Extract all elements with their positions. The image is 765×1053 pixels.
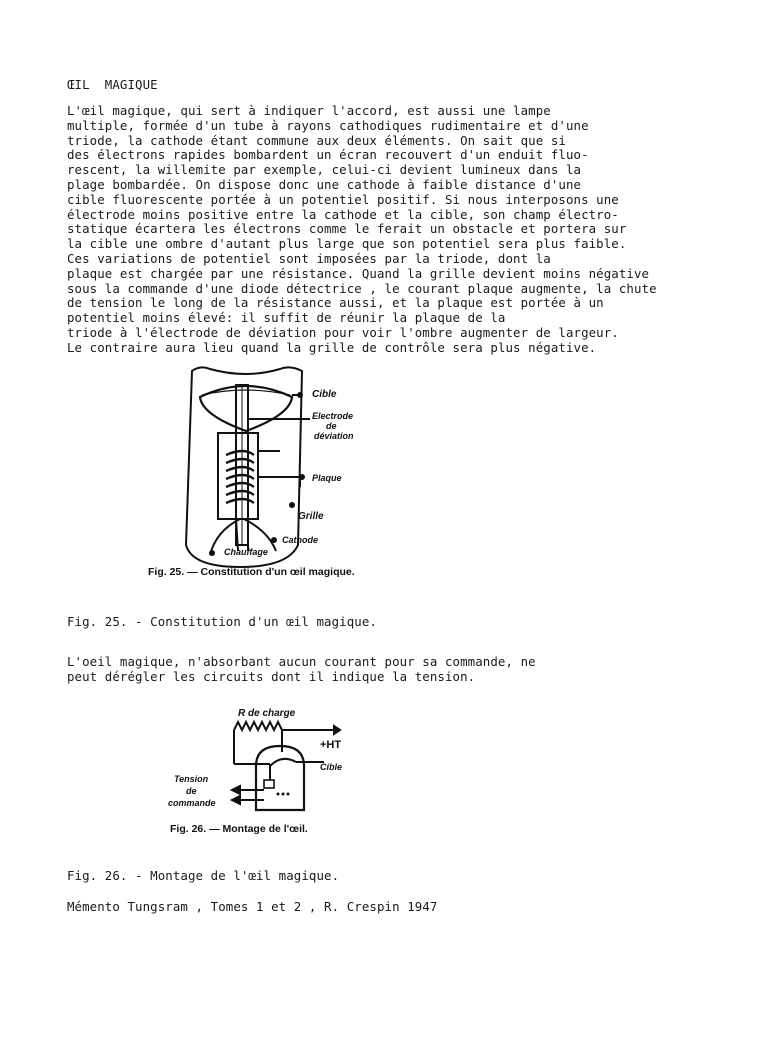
text-line: plaque est chargée par une résistance. Quand la grille devient moins négative [67, 265, 650, 281]
paragraph-1 [67, 104, 657, 356]
label-chauffage: Chauffage [224, 547, 268, 557]
page-heading: ŒIL MAGIQUE [67, 77, 158, 92]
text-line: sous la commande d'une diode détectrice , le courant plaque augmente, la chute [67, 280, 657, 296]
text-line: cible fluorescente portée à un potentiel positif. Si nous interposons une [67, 191, 619, 207]
text-line: peut dérégler les circuits dont il indique la tension. [67, 668, 476, 684]
label-cible-26: Cible [320, 762, 343, 772]
label-grille: Grille [298, 511, 324, 522]
label-electrode-2: de [326, 421, 337, 431]
text-line: multiple, formée d'un tube à rayons cathodiques rudimentaire et d'une [67, 117, 589, 133]
text-line: L'oeil magique, n'absorbant aucun courant pour sa commande, ne [67, 654, 536, 669]
figure-25-caption: Fig. 25. - Constitution d'un œil magique. [67, 614, 377, 629]
text-line: plage bombardée. On dispose donc une cathode à faible distance d'une [67, 176, 582, 192]
label-ht: +HT [320, 739, 342, 751]
label-r-charge: R de charge [238, 708, 296, 719]
figure-26-caption: Fig. 26. - Montage de l'œil magique. [67, 868, 340, 883]
text-line: statique écartera les électrons comme le ferait un obstacle et portera sur [67, 221, 627, 237]
label-tension-3: commande [168, 798, 216, 808]
resistor-symbol [234, 722, 282, 730]
text-line: la cible une ombre d'autant plus large que son potentiel sera plus faible. [67, 236, 627, 252]
text-line: triode à l'électrode de déviation pour voir l'ombre augmenter de largeur. [67, 324, 619, 340]
text-line: rescent, la willemite par exemple, celui-ci devient lumineux dans la [67, 162, 582, 178]
text-line: triode, la cathode étant commune aux deux éléments. On sait que si [67, 132, 566, 148]
figure-26-printed-caption: Fig. 26. — Montage de l'œil. [170, 823, 308, 835]
text-line: L'œil magique, qui sert à indiquer l'accord, est aussi une lampe [67, 103, 551, 118]
source-citation: Mémento Tungsram , Tomes 1 et 2 , R. Crespin 1947 [67, 899, 438, 914]
paragraph-2 [67, 655, 536, 685]
label-electrode-3: déviation [314, 431, 354, 441]
grid-coil [226, 451, 254, 503]
label-cible: Cible [312, 389, 337, 400]
text-line: de tension le long de la résistance aussi, et la plaque est portée à un [67, 295, 604, 311]
text-line: Le contraire aura lieu quand la grille de contrôle sera plus négative. [67, 339, 597, 355]
figure-26-diagram [160, 700, 380, 830]
text-line: potentiel moins élevé: il suffit de réunir la plaque de la [67, 310, 506, 326]
label-tension-1: Tension [174, 774, 209, 784]
figure-25-printed-caption: Fig. 25. — Constitution d'un œil magique. [148, 566, 355, 578]
text-line: Ces variations de potentiel sont imposées par la triode, dont la [67, 250, 551, 266]
label-electrode-1: Electrode [312, 411, 354, 421]
text-line: électrode moins positive entre la cathode et la cible, son champ électro- [67, 206, 619, 222]
figure-25-diagram [140, 355, 440, 595]
label-cathode: Cathode [282, 535, 318, 545]
label-tension-2: de [186, 786, 197, 796]
label-plaque: Plaque [312, 473, 342, 483]
text-line: des électrons rapides bombardent un écran recouvert d'un enduit fluo- [67, 147, 589, 163]
